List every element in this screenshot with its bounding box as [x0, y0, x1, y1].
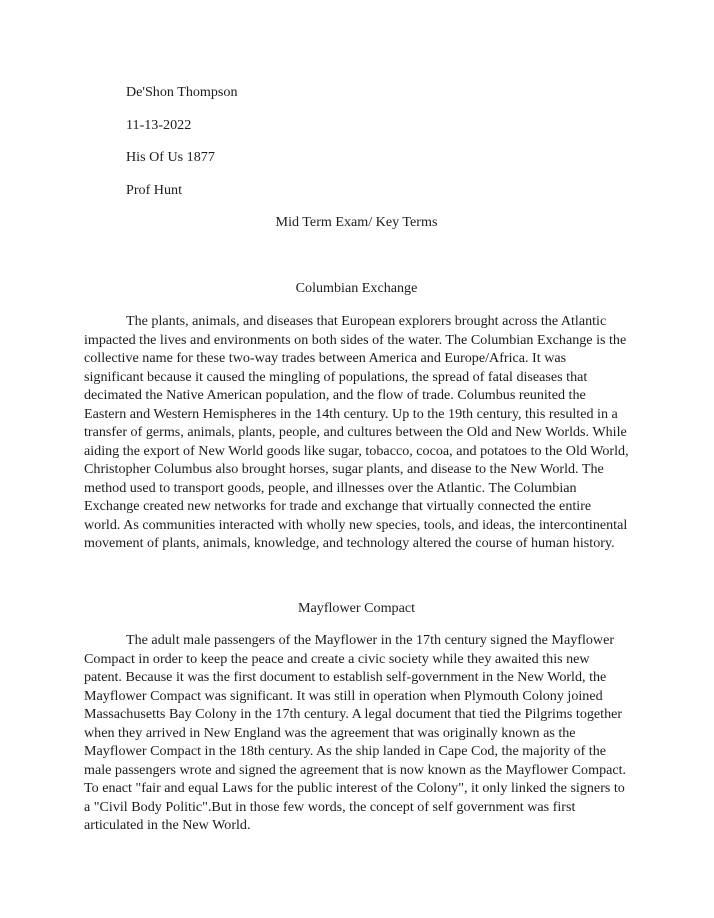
section-body-mayflower-compact: The adult male passengers of the Mayflower in the 17th century signed the Mayflower Compact in order to keep the peace and create a civic society while they awaited this new patent. Because it was the first document to establish self-government in the New World, the Mayflower Compact was significant. It was still in operation when Plymouth Colony joined Massachusetts Bay Colony in the 17th century. A legal document that tied the Pilgrims together when they arrived in New England was the agreement that was originally known as the Mayflower Compact in the 18th century. As the ship landed in Cape Cod, the majority of the male passengers wrote and signed the agreement that is now known as the Mayflower Compact. To enact "fair and equal Laws for the public interest of the Colony", it only linked the signers to a "Civil Body Politic".But in those few words, the concept of self government was first articulated in the New World.	[84, 632, 627, 833]
section-heading-mayflower-compact: Mayflower Compact	[297, 600, 416, 616]
section-heading-columbian-exchange: Columbian Exchange	[295, 280, 418, 296]
course-name: His Of Us 1877	[126, 149, 215, 165]
author-name: De'Shon Thompson	[126, 84, 238, 100]
document-title: Mid Term Exam/ Key Terms	[275, 214, 438, 230]
section-body-columbian-exchange: The plants, animals, and diseases that European explorers brought across the Atlantic impacted the lives and environments on both sides of the water. The Columbian Exchange is the collective name for these two-way trades between America and Europe/Africa. It was significant because it caused the mingling of populations, the spread of fatal diseases that decimated the Native American population, and the flow of trade. Columbus reunited the Eastern and Western Hemispheres in the 14th century. Up to the 19th century, this resulted in a transfer of germs, animals, plants, people, and cultures between the Old and New Worlds. While aiding the export of New World goods like sugar, tobacco, cocoa, and potatoes to the Old World, Christopher Columbus also brought horses, sugar plants, and disease to the New World. The method used to transport goods, people, and illnesses over the Atlantic. The Columbian Exchange created new networks for trade and exchange that virtually connected the entire world. As communities interacted with wholly new species, tools, and ideas, the intercontinental movement of plants, animals, knowledge, and technology altered the course of human history.	[84, 313, 629, 551]
submission-date: 11-13-2022	[126, 117, 192, 133]
professor-name: Prof Hunt	[126, 182, 182, 198]
